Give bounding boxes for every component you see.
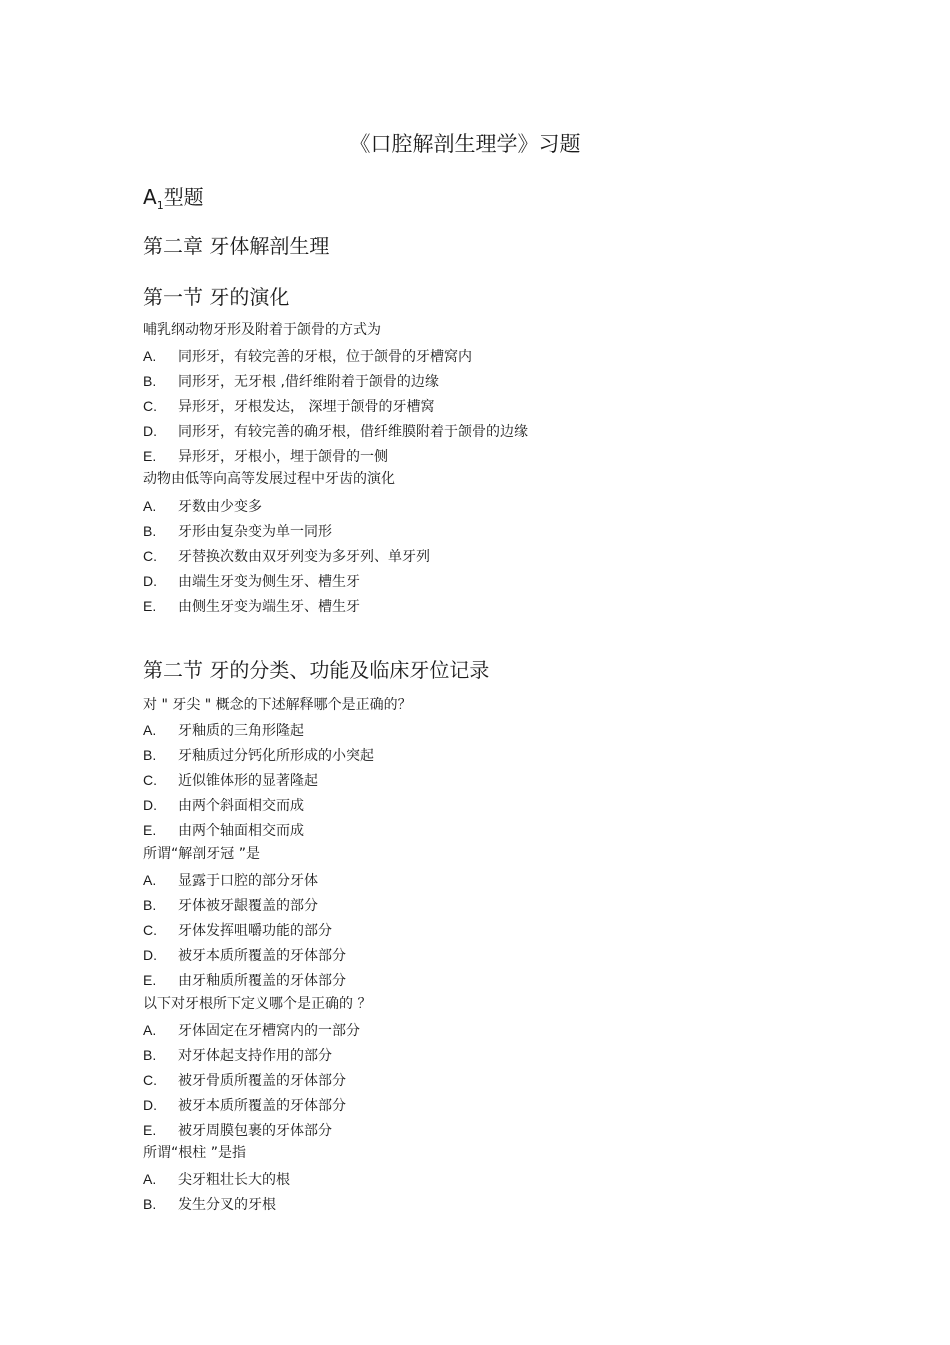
option-text: 对牙体起支持作用的部分 [178,1048,332,1064]
answer-option [143,1095,346,1115]
answer-option [143,770,318,790]
option-letter: E. [143,598,157,614]
question-text: 对 " 牙尖 " 概念的下述解释哪个是正确的？ [143,697,412,713]
option-text: 显露于口腔的部分牙体 [178,873,318,889]
option-letter: A. [143,722,157,738]
answer-option [143,820,304,840]
question-text: 哺乳纲动物牙形及附着于颌骨的方式为 [143,322,381,338]
option-letter: D. [143,797,157,813]
option-text: 被牙本质所覆盖的牙体部分 [178,948,346,964]
answer-option [143,1070,346,1090]
option-letter: C. [143,548,157,564]
answer-option [143,346,472,366]
option-letter: C. [143,922,157,938]
answer-option [143,1194,276,1214]
option-text: 被牙骨质所覆盖的牙体部分 [178,1073,346,1089]
option-letter: D. [143,1097,157,1113]
option-text: 同形牙，无牙根 ,借纤维附着于颌骨的边缘 [178,374,439,390]
answer-option [143,970,346,990]
section-heading: 第一节 牙的演化 [143,285,290,309]
answer-option [143,521,332,541]
option-text: 被牙周膜包裹的牙体部分 [178,1123,332,1139]
option-text: 牙数由少变多 [178,499,262,515]
option-text: 尖牙粗壮长大的根 [178,1172,290,1188]
option-text: 牙形由复杂变为单一同形 [178,524,332,540]
option-text: 牙釉质的三角形隆起 [178,723,304,739]
option-text: 牙体固定在牙槽窝内的一部分 [178,1023,360,1039]
option-letter: B. [143,1047,157,1063]
option-letter: A. [143,872,157,888]
answer-option [143,720,304,740]
option-letter: C. [143,772,157,788]
option-letter: E. [143,822,157,838]
option-letter: A. [143,348,157,364]
answer-option [143,1120,332,1140]
option-text: 由两个轴面相交而成 [178,823,304,839]
option-letter: A. [143,1022,157,1038]
option-letter: D. [143,423,157,439]
answer-option [143,795,304,815]
option-letter: C. [143,398,157,414]
document-title: 《口腔解剖生理学》习题 [349,132,581,156]
option-text: 由两个斜面相交而成 [178,798,304,814]
option-text: 异形牙，牙根小，埋于颌骨的一侧 [178,449,388,465]
option-letter: C. [143,1072,157,1088]
answer-option [143,396,434,416]
question-text: 以下对牙根所下定义哪个是正确的 ？ [143,996,372,1012]
option-letter: D. [143,573,157,589]
option-text: 同形牙，有较完善的牙根，位于颌骨的牙槽窝内 [178,349,472,365]
answer-option [143,371,439,391]
option-text: 同形牙，有较完善的确牙根，借纤维膜附着于颌骨的边缘 [178,424,528,440]
option-text: 发生分叉的牙根 [178,1197,276,1213]
answer-option [143,1045,332,1065]
question-text: 动物由低等向高等发展过程中牙齿的演化 [143,471,395,487]
section-heading: 第二节 牙的分类、功能及临床牙位记录 [143,658,490,682]
answer-option [143,895,318,915]
answer-option [143,571,360,591]
question-type-label: 型题 [163,185,204,209]
option-text: 由牙釉质所覆盖的牙体部分 [178,973,346,989]
option-text: 由侧生牙变为端生牙、槽生牙 [178,599,360,615]
option-text: 异形牙，牙根发达， 深埋于颌骨的牙槽窝 [178,399,435,415]
option-letter: B. [143,373,157,389]
option-text: 被牙本质所覆盖的牙体部分 [178,1098,346,1114]
answer-option [143,870,318,890]
option-letter: E. [143,1122,157,1138]
option-text: 牙替换次数由双牙列变为多牙列、单牙列 [178,549,430,565]
option-letter: B. [143,1196,157,1212]
option-letter: E. [143,972,157,988]
option-text: 由端生牙变为侧生牙、槽生牙 [178,574,360,590]
question-type-letter: A [143,185,157,209]
answer-option [143,920,332,940]
option-text: 近似锥体形的显著隆起 [178,773,318,789]
option-letter: A. [143,1171,157,1187]
option-text: 牙釉质过分钙化所形成的小突起 [178,748,374,764]
answer-option [143,945,346,965]
question-text: 所谓“根柱 ”是指 [143,1145,246,1161]
answer-option [143,596,360,616]
option-letter: E. [143,448,157,464]
answer-option [143,546,430,566]
answer-option [143,446,388,466]
question-type-heading [143,181,204,212]
answer-option [143,745,374,765]
question-text: 所谓“解剖牙冠 ”是 [143,846,260,862]
answer-option [143,496,262,516]
option-text: 牙体发挥咀嚼功能的部分 [178,923,332,939]
option-letter: A. [143,498,157,514]
answer-option [143,1169,290,1189]
answer-option [143,1020,360,1040]
option-text: 牙体被牙龈覆盖的部分 [178,898,318,914]
option-letter: B. [143,523,157,539]
chapter-heading: 第二章 牙体解剖生理 [143,234,330,258]
option-letter: B. [143,897,157,913]
option-letter: B. [143,747,157,763]
option-letter: D. [143,947,157,963]
answer-option [143,421,528,441]
question-type-subscript: 1 [156,199,164,212]
